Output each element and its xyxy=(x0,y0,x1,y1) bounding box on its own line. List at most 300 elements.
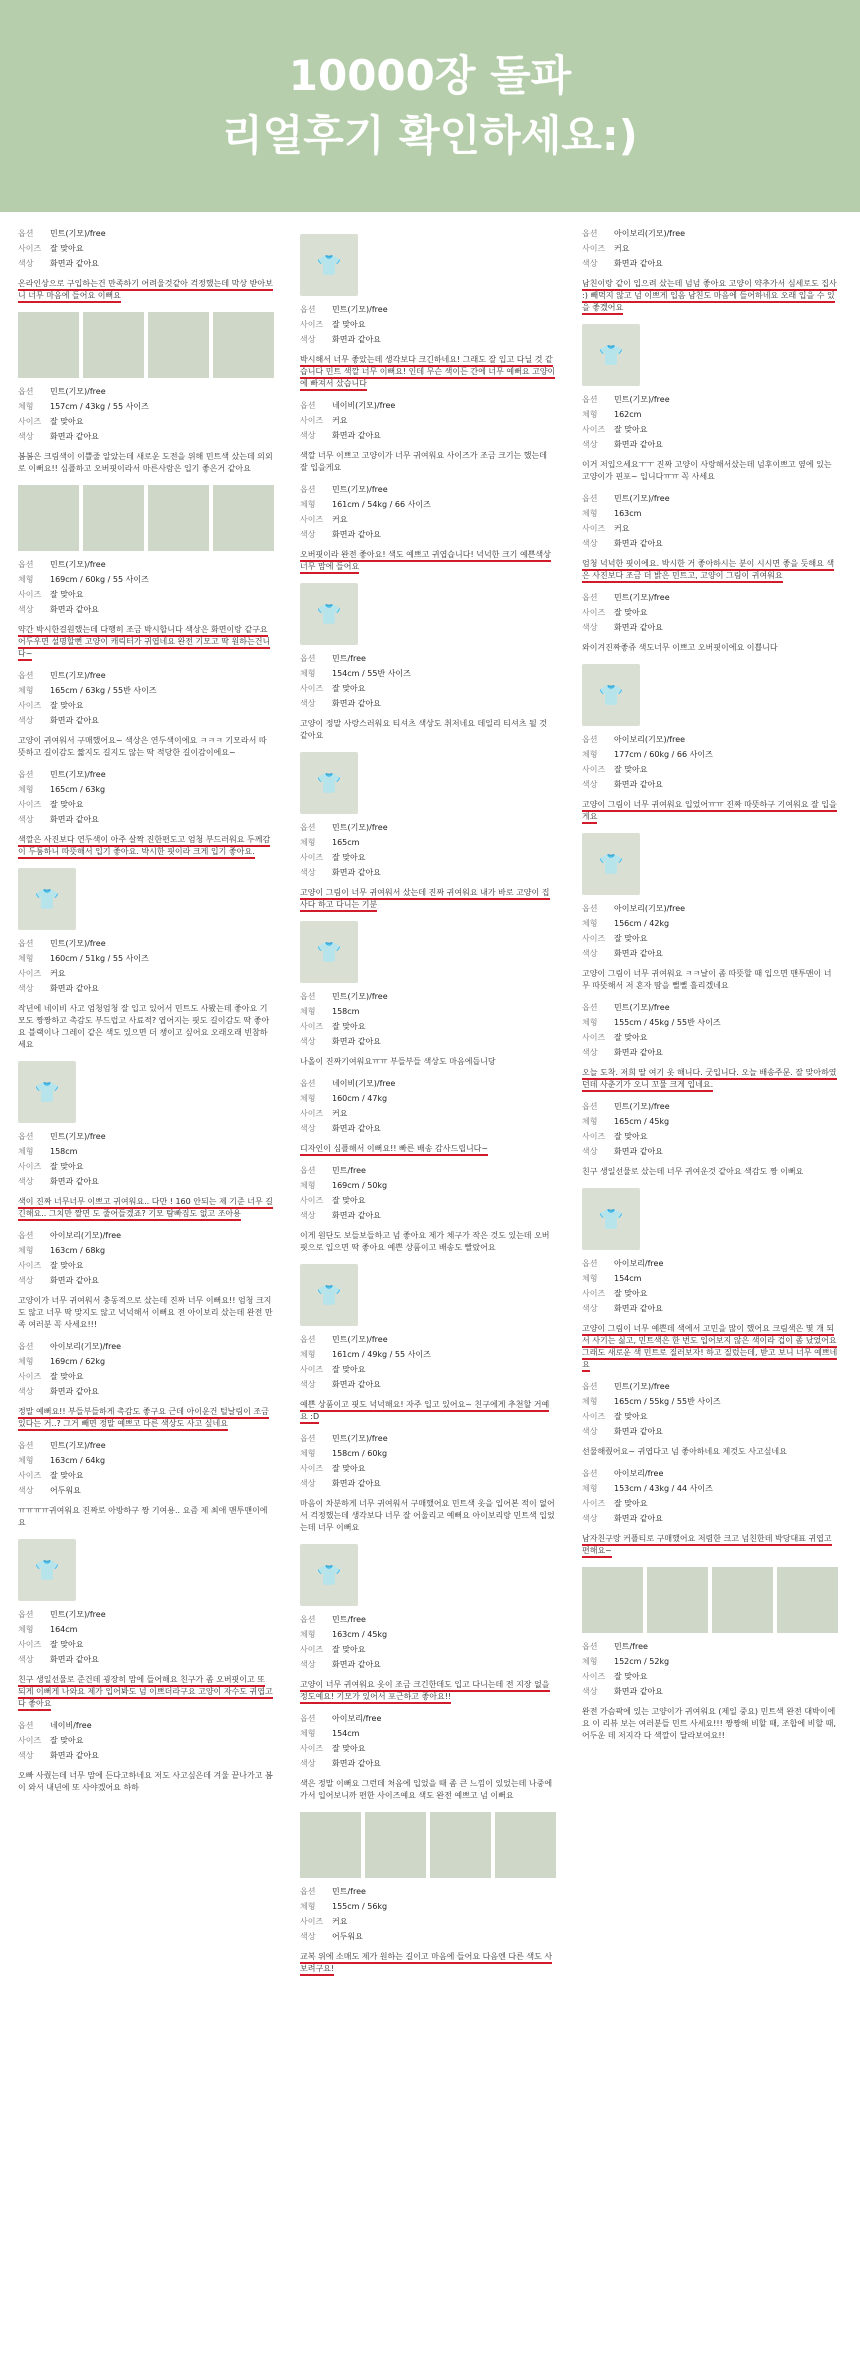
review-item xyxy=(582,1101,838,1178)
review-option-value: 민트(기모)/free xyxy=(50,560,106,569)
review-size-label: 사이즈 xyxy=(300,1744,324,1753)
review-size-value: 잘 맞아요 xyxy=(614,425,648,434)
review-size-row xyxy=(18,1371,274,1383)
review-photo xyxy=(300,583,358,645)
review-size-row xyxy=(582,1671,838,1683)
review-color-label: 색상 xyxy=(300,699,316,708)
review-option-label: 옵션 xyxy=(582,1102,598,1111)
review-color-row xyxy=(300,334,556,346)
review-color-value: 화면과 같아요 xyxy=(614,1304,663,1313)
review-option-row xyxy=(18,1131,274,1143)
review-size-row xyxy=(18,416,274,428)
review-text-content: 색깔 너무 이쁘고 고양이가 너무 귀여워요 사이즈가 조금 크기는 했는데 잘 입을게요 xyxy=(300,451,547,472)
review-color-row xyxy=(18,431,274,443)
review-color-label: 색상 xyxy=(18,1387,34,1396)
review-item xyxy=(582,1567,838,1742)
review-thumbnail xyxy=(647,1567,708,1633)
review-color-value: 화면과 같아요 xyxy=(332,1759,381,1768)
review-body-label: 체형 xyxy=(300,1094,316,1103)
review-color-label: 색상 xyxy=(582,623,598,632)
review-text xyxy=(300,1230,556,1254)
review-size-value: 커요 xyxy=(614,524,630,533)
review-option-label: 옵션 xyxy=(300,1714,316,1723)
review-size-row xyxy=(582,243,838,255)
review-option-label: 옵션 xyxy=(300,485,316,494)
review-color-row xyxy=(300,867,556,879)
review-color-label: 색상 xyxy=(300,1211,316,1220)
review-option-row xyxy=(300,1078,556,1090)
review-size-label: 사이즈 xyxy=(300,1022,324,1031)
review-size-row xyxy=(300,1195,556,1207)
review-option-row xyxy=(300,400,556,412)
review-body-row xyxy=(18,401,274,413)
review-color-value: 화면과 같아요 xyxy=(614,1147,663,1156)
review-size-label: 사이즈 xyxy=(18,1261,42,1270)
review-color-value: 화면과 같아요 xyxy=(50,815,99,824)
review-body-row xyxy=(582,409,838,421)
review-color-row xyxy=(582,1146,838,1158)
review-size-label: 사이즈 xyxy=(300,684,324,693)
review-color-label: 색상 xyxy=(18,716,34,725)
review-text-content: 남친이랑 같이 입으려 샀는데 넘넘 좋아요 고양이 약추가서 심세로도 집사 :) 빼먹지 않고 넘 이쁘게 입음 남친도 마음에 들어하네요 오래 입을 수 있을 좋겠어요 xyxy=(582,279,837,315)
review-option-label: 옵션 xyxy=(300,1335,316,1344)
review-option-label: 옵션 xyxy=(18,229,34,238)
review-text xyxy=(582,558,838,582)
review-color-label: 색상 xyxy=(300,1037,316,1046)
review-color-row xyxy=(300,1036,556,1048)
review-item xyxy=(300,484,556,573)
review-size-label: 사이즈 xyxy=(18,1471,42,1480)
shirt-icon: 👕 xyxy=(598,343,624,367)
review-text-content: ㅠㅠㅠㅠ귀여워요 진짜로 아방하구 짱 기여용.. 요즘 제 최애 맨투맨이에요 xyxy=(18,1506,268,1527)
review-option-value: 아이보리(기모)/free xyxy=(614,229,686,238)
review-body-row xyxy=(582,1656,838,1668)
review-body-row xyxy=(300,668,556,680)
review-size-row xyxy=(18,1161,274,1173)
review-photo xyxy=(18,1539,76,1601)
review-body-label: 체형 xyxy=(18,1246,34,1255)
review-size-value: 커요 xyxy=(332,1109,348,1118)
review-color-row xyxy=(300,1379,556,1391)
review-size-value: 잘 맞아요 xyxy=(332,1022,366,1031)
shirt-icon: 👕 xyxy=(598,1207,624,1231)
review-size-row xyxy=(582,424,838,436)
review-body-row xyxy=(18,784,274,796)
review-body-label: 체형 xyxy=(18,686,34,695)
review-color-label: 색상 xyxy=(300,1660,316,1669)
review-option-value: 민트(기모)/free xyxy=(50,671,106,680)
review-photo xyxy=(300,1264,358,1326)
review-size-label: 사이즈 xyxy=(582,1289,606,1298)
review-body-value: 163cm / 64kg xyxy=(50,1456,106,1465)
review-color-value: 화면과 같아요 xyxy=(50,716,99,725)
review-column-2 xyxy=(300,228,556,1985)
review-body-value: 169cm / 62kg xyxy=(50,1357,106,1366)
review-photo xyxy=(582,664,640,726)
review-text xyxy=(18,1674,274,1710)
review-photo xyxy=(582,833,640,895)
review-item xyxy=(18,1061,274,1220)
review-option-row xyxy=(582,903,838,915)
review-text xyxy=(18,624,274,660)
review-item xyxy=(582,1468,838,1557)
review-size-row xyxy=(18,968,274,980)
review-body-row xyxy=(300,1448,556,1460)
review-text xyxy=(18,1770,274,1794)
review-text-content: 완전 가슴팍에 있는 고양이가 귀여워요 (제일 중요) 민트색 완전 대박이에요 이 리뷰 보는 여러분들 민트 사세요!!! 짱짱해 비할 때, 조합에 비할 때, 어두운 데 저지각 다 색깔이 달라보여요!! xyxy=(582,1707,836,1740)
review-size-value: 잘 맞아요 xyxy=(614,1672,648,1681)
review-color-row xyxy=(582,1513,838,1525)
review-size-label: 사이즈 xyxy=(18,701,42,710)
review-option-row xyxy=(300,1713,556,1725)
review-color-value: 화면과 같아요 xyxy=(332,1211,381,1220)
review-color-label: 색상 xyxy=(18,1486,34,1495)
review-thumbnail xyxy=(148,485,209,551)
review-size-label: 사이즈 xyxy=(300,515,324,524)
review-option-label: 옵션 xyxy=(582,904,598,913)
review-body-label: 체형 xyxy=(582,509,598,518)
review-size-value: 잘 맞아요 xyxy=(332,684,366,693)
review-body-label: 체형 xyxy=(18,1625,34,1634)
review-text-content: 고양이 그림이 너무 귀여워요 입었어ㅠㅠ 진짜 따뜻하구 기여워요 잘 입을게요 xyxy=(582,800,837,824)
review-option-value: 민트(기모)/free xyxy=(614,1003,670,1012)
review-body-row xyxy=(582,1273,838,1285)
review-thumbnail xyxy=(365,1812,426,1878)
review-item xyxy=(582,228,838,314)
review-option-label: 옵션 xyxy=(300,992,316,1001)
review-color-label: 색상 xyxy=(18,605,34,614)
review-body-value: 158cm xyxy=(332,1007,360,1016)
review-option-row xyxy=(300,1614,556,1626)
review-text-content: 고양이 그림이 너무 예쁜데 색에서 고민을 많이 했어요 크림색은 몇 개 되서 사기는 싫고, 민트색은 한 번도 입어보지 않은 색이라 겁이 좀 났었어요 그래도 새로운 색 민트로 질러보자! 하고 질렀는데, 받고 보니 너무 예쁘네요 xyxy=(582,1324,837,1372)
review-thumbnail xyxy=(582,1567,643,1633)
review-body-label: 체형 xyxy=(18,1456,34,1465)
review-color-row xyxy=(582,779,838,791)
review-size-row xyxy=(300,1463,556,1475)
review-size-row xyxy=(18,1735,274,1747)
review-text xyxy=(18,1295,274,1331)
review-body-row xyxy=(18,1624,274,1636)
review-body-label: 체형 xyxy=(300,1729,316,1738)
review-size-label: 사이즈 xyxy=(300,1109,324,1118)
review-size-row xyxy=(300,514,556,526)
review-item xyxy=(300,1433,556,1534)
review-photo xyxy=(582,324,640,386)
review-option-row xyxy=(582,1468,838,1480)
review-text-content: 고양이 정말 사랑스러워요 티셔츠 색상도 취저네요 데일리 티셔츠 될 것 같아요 xyxy=(300,719,547,740)
review-body-label: 체형 xyxy=(300,1007,316,1016)
shirt-icon: 👕 xyxy=(598,683,624,707)
review-option-value: 민트/free xyxy=(332,654,366,663)
review-color-row xyxy=(300,1123,556,1135)
review-color-value: 화면과 같아요 xyxy=(332,1037,381,1046)
review-color-row xyxy=(300,1931,556,1943)
review-size-label: 사이즈 xyxy=(300,320,324,329)
review-item xyxy=(18,1539,274,1710)
review-text xyxy=(582,1323,838,1371)
review-body-label: 체형 xyxy=(18,1357,34,1366)
review-size-label: 사이즈 xyxy=(18,969,42,978)
review-text-content: 색깔은 사진보다 연두색이 아주 살짝 진한편도고 엄청 부드러워요 두께감이 두툼하니 따뜻해서 입기 좋아요. 박시한 핏이라 크게 입기 좋아요. xyxy=(18,835,270,859)
review-color-value: 화면과 같아요 xyxy=(614,259,663,268)
review-color-value: 화면과 같아요 xyxy=(332,1479,381,1488)
review-thumbnail xyxy=(148,312,209,378)
review-text xyxy=(582,278,838,314)
review-thumbnail xyxy=(300,1812,361,1878)
review-item xyxy=(300,1165,556,1254)
review-color-label: 색상 xyxy=(582,1304,598,1313)
review-color-row xyxy=(300,1659,556,1671)
review-size-value: 잘 맞아요 xyxy=(332,853,366,862)
review-size-label: 사이즈 xyxy=(582,244,606,253)
review-body-row xyxy=(300,1180,556,1192)
review-size-row xyxy=(300,1364,556,1376)
review-text xyxy=(300,549,556,573)
review-text-content: 고양이가 너무 귀여워서 충동적으로 샀는데 진짜 너무 이뻐요!! 엄청 크지도 않고 너무 딱 맞지도 않고 넉넉해서 이뻐요 전 아이보리 샀는데 완전 만족 여러분 꼭 사세요!!! xyxy=(18,1296,273,1329)
review-size-value: 잘 맞아요 xyxy=(50,1261,84,1270)
review-color-row xyxy=(300,1758,556,1770)
review-item xyxy=(18,1230,274,1331)
review-size-row xyxy=(300,1108,556,1120)
review-color-value: 화면과 같아요 xyxy=(614,539,663,548)
review-size-value: 잘 맞아요 xyxy=(50,1471,84,1480)
review-option-value: 민트(기모)/free xyxy=(332,992,388,1001)
review-size-value: 커요 xyxy=(50,969,66,978)
review-option-value: 아이보리(기모)/free xyxy=(50,1231,122,1240)
review-body-value: 152cm / 52kg xyxy=(614,1657,670,1666)
review-text-content: 나올이 진짜기여워요ㅠㅠ 부들부들 색상도 마음에듭니당 xyxy=(300,1057,496,1066)
review-body-row xyxy=(582,749,838,761)
review-option-label: 옵션 xyxy=(582,1642,598,1651)
review-color-row xyxy=(18,814,274,826)
review-text xyxy=(582,1166,838,1178)
review-body-value: 155cm / 56kg xyxy=(332,1902,388,1911)
review-item xyxy=(18,1341,274,1430)
review-option-label: 옵션 xyxy=(582,229,598,238)
review-size-label: 사이즈 xyxy=(300,1645,324,1654)
review-size-label: 사이즈 xyxy=(300,853,324,862)
review-color-value: 어두워요 xyxy=(332,1932,363,1941)
review-body-value: 154cm xyxy=(614,1274,642,1283)
review-option-label: 옵션 xyxy=(18,1231,34,1240)
review-option-row xyxy=(582,1101,838,1113)
review-size-row xyxy=(300,683,556,695)
review-option-row xyxy=(582,493,838,505)
review-text xyxy=(582,1446,838,1458)
review-size-label: 사이즈 xyxy=(582,425,606,434)
shirt-icon: 👕 xyxy=(316,1283,342,1307)
review-body-value: 155cm / 45kg / 55반 사이즈 xyxy=(614,1018,721,1027)
review-size-row xyxy=(300,415,556,427)
review-size-value: 커요 xyxy=(614,244,630,253)
review-text xyxy=(300,1399,556,1423)
review-column-1 xyxy=(18,228,274,1985)
review-text xyxy=(582,459,838,483)
review-size-label: 사이즈 xyxy=(18,1640,42,1649)
review-body-row xyxy=(582,1396,838,1408)
review-body-label: 체형 xyxy=(18,402,34,411)
review-size-value: 커요 xyxy=(332,1917,348,1926)
review-size-value: 커요 xyxy=(332,515,348,524)
review-size-row xyxy=(300,1021,556,1033)
review-option-label: 옵션 xyxy=(300,1434,316,1443)
review-text xyxy=(582,968,838,992)
review-color-row xyxy=(18,1654,274,1666)
review-size-row xyxy=(18,1470,274,1482)
review-color-value: 화면과 같아요 xyxy=(332,1660,381,1669)
review-body-row xyxy=(300,1006,556,1018)
review-photo xyxy=(582,1188,640,1250)
review-option-value: 아이보리/free xyxy=(614,1259,664,1268)
review-color-label: 색상 xyxy=(18,1276,34,1285)
review-size-label: 사이즈 xyxy=(582,1412,606,1421)
review-photo xyxy=(300,921,358,983)
review-size-value: 잘 맞아요 xyxy=(614,608,648,617)
review-size-value: 잘 맞아요 xyxy=(614,1132,648,1141)
review-color-value: 화면과 같아요 xyxy=(50,1751,99,1760)
review-color-value: 화면과 같아요 xyxy=(614,1427,663,1436)
review-body-row xyxy=(582,508,838,520)
review-color-value: 화면과 같아요 xyxy=(332,335,381,344)
review-option-label: 옵션 xyxy=(582,1003,598,1012)
review-body-label: 체형 xyxy=(582,410,598,419)
review-size-row xyxy=(300,1916,556,1928)
review-size-row xyxy=(18,1260,274,1272)
review-color-value: 화면과 같아요 xyxy=(332,431,381,440)
review-text xyxy=(18,1196,274,1220)
review-color-label: 색상 xyxy=(582,780,598,789)
review-body-value: 169cm / 50kg xyxy=(332,1181,388,1190)
review-color-label: 색상 xyxy=(300,1932,316,1941)
review-size-row xyxy=(18,700,274,712)
review-body-value: 156cm / 42kg xyxy=(614,919,670,928)
review-body-value: 163cm / 45kg xyxy=(332,1630,388,1639)
review-option-label: 옵션 xyxy=(18,1721,34,1730)
review-size-row xyxy=(582,523,838,535)
review-text xyxy=(582,1533,838,1557)
review-text xyxy=(18,834,274,858)
review-size-value: 잘 맞아요 xyxy=(50,1640,84,1649)
review-body-value: 158cm xyxy=(50,1147,78,1156)
review-size-row xyxy=(582,933,838,945)
review-size-label: 사이즈 xyxy=(18,590,42,599)
review-body-label: 체형 xyxy=(300,1630,316,1639)
review-size-label: 사이즈 xyxy=(18,800,42,809)
review-color-row xyxy=(18,1386,274,1398)
review-body-label: 체형 xyxy=(300,1449,316,1458)
review-option-value: 민트(기모)/free xyxy=(50,939,106,948)
review-thumbnail xyxy=(213,485,274,551)
review-color-row xyxy=(18,715,274,727)
review-option-value: 민트(기모)/free xyxy=(50,770,106,779)
review-photo-strip xyxy=(300,1812,556,1878)
review-color-row xyxy=(582,622,838,634)
review-text-content: 온라인상으로 구입하는건 만족하기 어려울것같아 걱정했는데 막상 받아보니 너무 마음에 들어요 이뻐요 xyxy=(18,279,273,303)
review-size-label: 사이즈 xyxy=(18,1162,42,1171)
review-body-label: 체형 xyxy=(582,750,598,759)
review-option-row xyxy=(18,386,274,398)
review-body-row xyxy=(300,1629,556,1641)
review-body-row xyxy=(582,1483,838,1495)
review-text xyxy=(18,735,274,759)
review-body-value: 165cm / 63kg xyxy=(50,785,106,794)
shirt-icon: 👕 xyxy=(34,1080,60,1104)
review-color-row xyxy=(18,1485,274,1497)
review-item xyxy=(18,228,274,302)
review-size-row xyxy=(582,1032,838,1044)
review-size-label: 사이즈 xyxy=(300,1917,324,1926)
review-color-value: 화면과 같아요 xyxy=(614,949,663,958)
review-size-value: 잘 맞아요 xyxy=(50,244,84,253)
review-option-value: 민트(기모)/free xyxy=(332,1434,388,1443)
review-option-value: 민트(기모)/free xyxy=(332,485,388,494)
review-option-value: 민트(기모)/free xyxy=(614,1382,670,1391)
review-color-label: 색상 xyxy=(582,539,598,548)
review-size-label: 사이즈 xyxy=(582,765,606,774)
review-body-value: 153cm / 43kg / 44 사이즈 xyxy=(614,1484,713,1493)
review-item xyxy=(18,769,274,858)
review-text xyxy=(18,1406,274,1430)
review-option-row xyxy=(582,1381,838,1393)
review-option-value: 민트(기모)/free xyxy=(50,1441,106,1450)
review-photo-strip xyxy=(18,312,274,378)
review-size-value: 잘 맞아요 xyxy=(50,590,84,599)
review-body-label: 체형 xyxy=(582,1018,598,1027)
shirt-icon: 👕 xyxy=(316,1563,342,1587)
review-item xyxy=(18,868,274,1051)
review-color-label: 색상 xyxy=(300,431,316,440)
review-size-row xyxy=(582,1498,838,1510)
review-item xyxy=(300,921,556,1068)
review-color-value: 화면과 같아요 xyxy=(50,984,99,993)
review-option-label: 옵션 xyxy=(582,735,598,744)
review-size-row xyxy=(582,1131,838,1143)
review-color-row xyxy=(582,1686,838,1698)
review-body-label: 체형 xyxy=(300,1902,316,1911)
review-text xyxy=(300,718,556,742)
review-text-content: 고양이 그림이 너무 귀여워요 ㅋㅋ날이 좀 따뜻할 때 입으면 맨투맨이 너무 따뜻해서 저 혼자 땀을 뻘뻘 흘리겠네요 xyxy=(582,969,832,990)
review-body-label: 체형 xyxy=(18,1147,34,1156)
review-body-label: 체형 xyxy=(582,1117,598,1126)
review-body-label: 체형 xyxy=(300,500,316,509)
shirt-icon: 👕 xyxy=(34,1558,60,1582)
review-thumbnail xyxy=(18,485,79,551)
review-option-label: 옵션 xyxy=(300,1166,316,1175)
review-body-value: 158cm / 60kg xyxy=(332,1449,388,1458)
shirt-icon: 👕 xyxy=(316,771,342,795)
review-photo xyxy=(300,752,358,814)
review-option-value: 민트(기모)/free xyxy=(50,1132,106,1141)
review-color-row xyxy=(300,529,556,541)
review-color-row xyxy=(582,258,838,270)
review-color-value: 화면과 같아요 xyxy=(50,1655,99,1664)
review-option-row xyxy=(300,653,556,665)
review-size-label: 사이즈 xyxy=(300,1464,324,1473)
review-color-value: 화면과 같아요 xyxy=(332,530,381,539)
review-color-row xyxy=(18,983,274,995)
review-size-label: 사이즈 xyxy=(582,1132,606,1141)
review-option-label: 옵션 xyxy=(18,770,34,779)
review-option-value: 민트/free xyxy=(332,1615,366,1624)
review-body-value: 169cm / 60kg / 55 사이즈 xyxy=(50,575,149,584)
review-text xyxy=(300,887,556,911)
review-color-label: 색상 xyxy=(582,1048,598,1057)
review-body-value: 165cm / 55kg / 55반 사이즈 xyxy=(614,1397,721,1406)
review-color-label: 색상 xyxy=(582,949,598,958)
review-size-value: 잘 맞아요 xyxy=(50,1162,84,1171)
review-thumbnail xyxy=(495,1812,556,1878)
review-color-label: 색상 xyxy=(582,440,598,449)
